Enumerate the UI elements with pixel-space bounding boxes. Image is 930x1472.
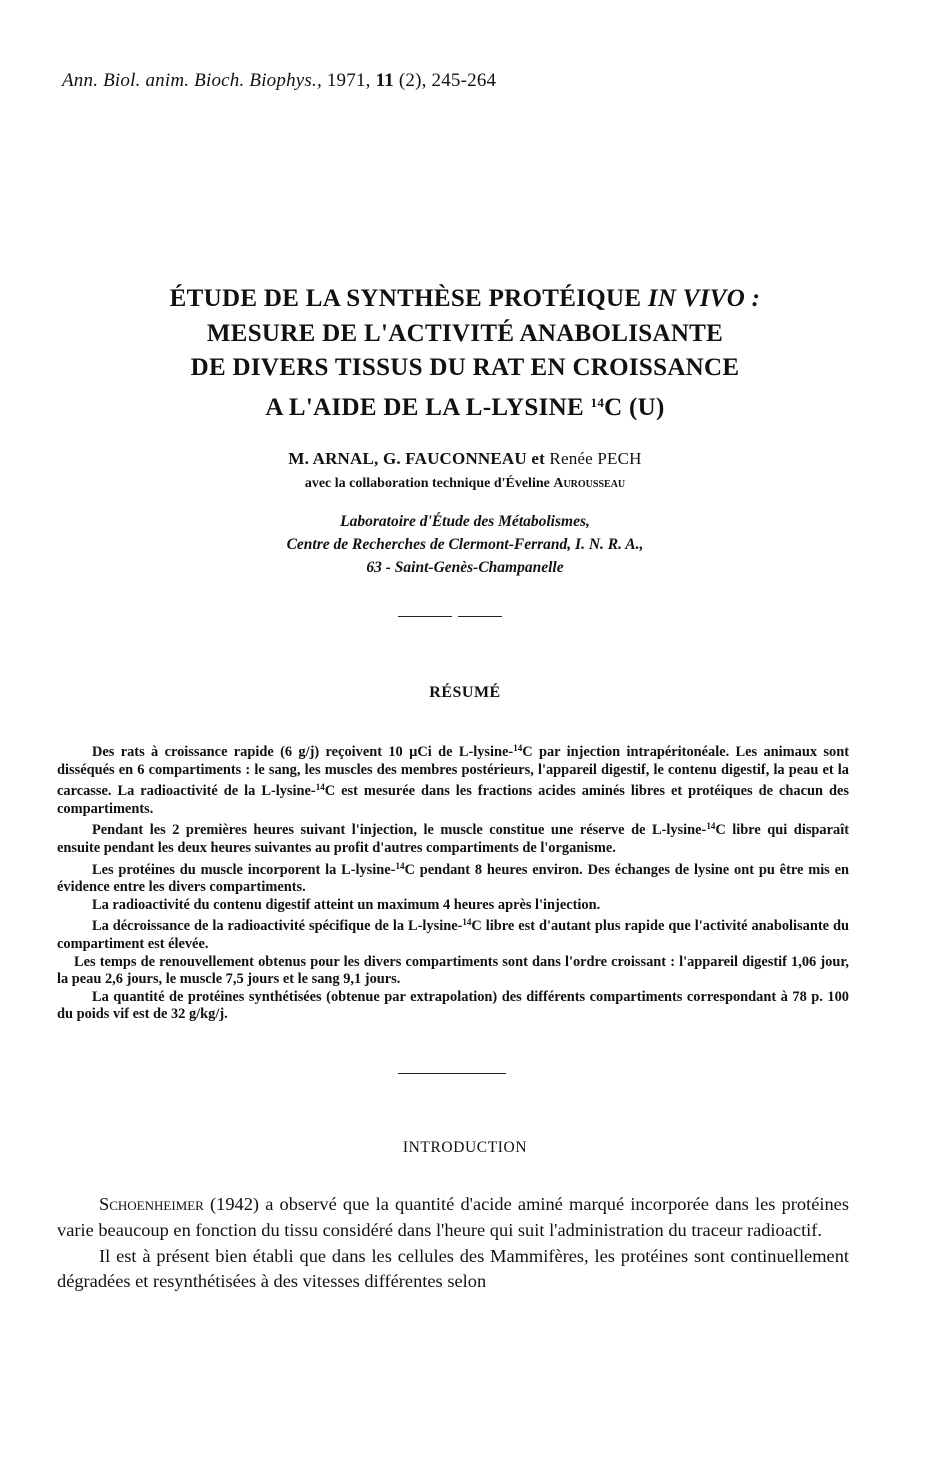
journal-issue-pages: (2), 245-264	[398, 70, 497, 91]
isotope-sup: 14	[513, 743, 523, 753]
collab-prefix: avec la collaboration technique d'Éveline	[304, 476, 550, 491]
resume-p1-b: C par injection intrapéritonéale. Les animaux sont disséqués en 6 compartiments : le sang, les muscles des membres postérieurs, l'appareil digestif, le contenu digestif, la peau et la carcasse. La radioactivité de la L-lysine-	[57, 744, 849, 800]
resume-p2-a: Pendant les 2 premières heures suivant l'injection, le muscle constitue une réserve de L-lysine-	[92, 822, 707, 839]
resume-paragraph-5	[57, 914, 849, 953]
separator-long	[398, 1073, 506, 1074]
title-line-4-text: A L'AIDE DE LA L-LYSINE	[265, 393, 584, 421]
resume-paragraph-6: Les temps de renouvellement obtenus pour les divers compartiments sont dans l'ordre croissant : l'appareil digestif 1,06 jour, la peau 2,6 jours, le muscle 7,5 jours et le sang 9,1 jours.	[57, 953, 849, 988]
separator-short-right	[458, 616, 502, 617]
journal-year: 1971,	[326, 70, 371, 91]
resume-paragraph-1	[57, 740, 849, 818]
title-line-1	[60, 282, 870, 317]
resume-paragraph-3	[57, 858, 849, 897]
author-names: M. ARNAL, G. FAUCONNEAU et	[288, 449, 545, 468]
affiliation-line-1: Laboratoire d'Étude des Métabolismes,	[340, 513, 590, 530]
introduction-p1-rest: (1942) a observé que la quantité d'acide aminé marqué incorporée dans les protéines varie beaucoup en fonction du tissu considéré dans l'heure qui suit l'administration du traceur radioactif.	[57, 1194, 849, 1240]
introduction-paragraph-2: Il est à présent bien établi que dans les cellules des Mammifères, les protéines sont continuellement dégradées et resynthétisées à des vitesses différentes selon	[57, 1245, 849, 1292]
separator-short-left	[398, 616, 452, 617]
resume-paragraph-4: La radioactivité du contenu digestif atteint un maximum 4 heures après l'injection.	[92, 896, 601, 913]
resume-p5-a: La décroissance de la radioactivité spécifique de la L-lysine-	[92, 918, 463, 935]
affiliation	[60, 510, 870, 579]
introduction-heading: INTRODUCTION	[402, 1139, 528, 1156]
title-isotope: 14	[590, 394, 605, 410]
title-line-4-end: C (U)	[604, 393, 665, 421]
resume-text	[57, 740, 849, 1024]
isotope-sup: 14	[395, 860, 405, 871]
title-line-2: MESURE DE L'ACTIVITÉ ANABOLISANTE	[206, 319, 724, 347]
isotope-sup: 14	[706, 821, 716, 832]
article-title	[60, 282, 870, 425]
resume-p1-a: Des rats à croissance rapide (6 g/j) reçoivent 10 µCi de L-lysine-	[92, 744, 514, 760]
affiliation-line-2: Centre de Recherches de Clermont-Ferrand, I. N. R. A.,	[286, 536, 644, 553]
resume-p5-b: C libre est d'autant plus rapide que l'activité anabolisante du compartiment est élevée.	[57, 918, 850, 952]
resume-p2-b: C libre qui disparaît ensuite pendant les deux heures suivantes au profit d'autres compartiments de l'organisme.	[57, 822, 849, 856]
title-in-vivo: IN VIVO :	[647, 285, 761, 312]
resume-paragraph-7: La quantité de protéines synthétisées (obtenue par extrapolation) des différents compartiments correspondant à 78 p. 100 du poids vif est de 32 g/kg/j.	[57, 988, 849, 1023]
introduction-text	[57, 1192, 849, 1295]
resume-p3-b: C pendant 8 heures environ. Des échanges de lysine ont pu être mis en évidence entre les divers compartiments.	[57, 861, 850, 896]
journal-citation	[62, 70, 496, 92]
title-line-3: DE DIVERS TISSUS DU RAT EN CROISSANCE	[190, 354, 740, 381]
collab-name: Aurousseau	[553, 476, 626, 491]
isotope-sup: 14	[462, 917, 472, 928]
journal-volume: 11	[375, 70, 394, 91]
resume-p1-c: C est mesurée dans les fractions acides aminés libres et protéiques de chacun des compartiments.	[57, 783, 849, 817]
journal-name: Ann. Biol. anim. Bioch. Biophys.,	[62, 70, 322, 91]
collaboration	[60, 476, 870, 492]
cited-author: Schoenheimer	[99, 1194, 204, 1214]
authors	[60, 449, 870, 469]
resume-p3-a: Les protéines du muscle incorporent la L-lysine-	[92, 861, 396, 878]
resume-heading: RÉSUMÉ	[429, 684, 501, 701]
author-last: Renée PECH	[549, 449, 642, 468]
isotope-sup: 14	[315, 782, 325, 793]
title-line-1-text: ÉTUDE DE LA SYNTHÈSE PROTÉIQUE	[169, 285, 642, 312]
title-line-4	[60, 386, 870, 426]
affiliation-line-3: 63 - Saint-Genès-Champanelle	[366, 559, 564, 576]
separator-short	[398, 616, 502, 617]
resume-paragraph-2	[57, 818, 849, 857]
introduction-paragraph-1	[57, 1192, 849, 1244]
